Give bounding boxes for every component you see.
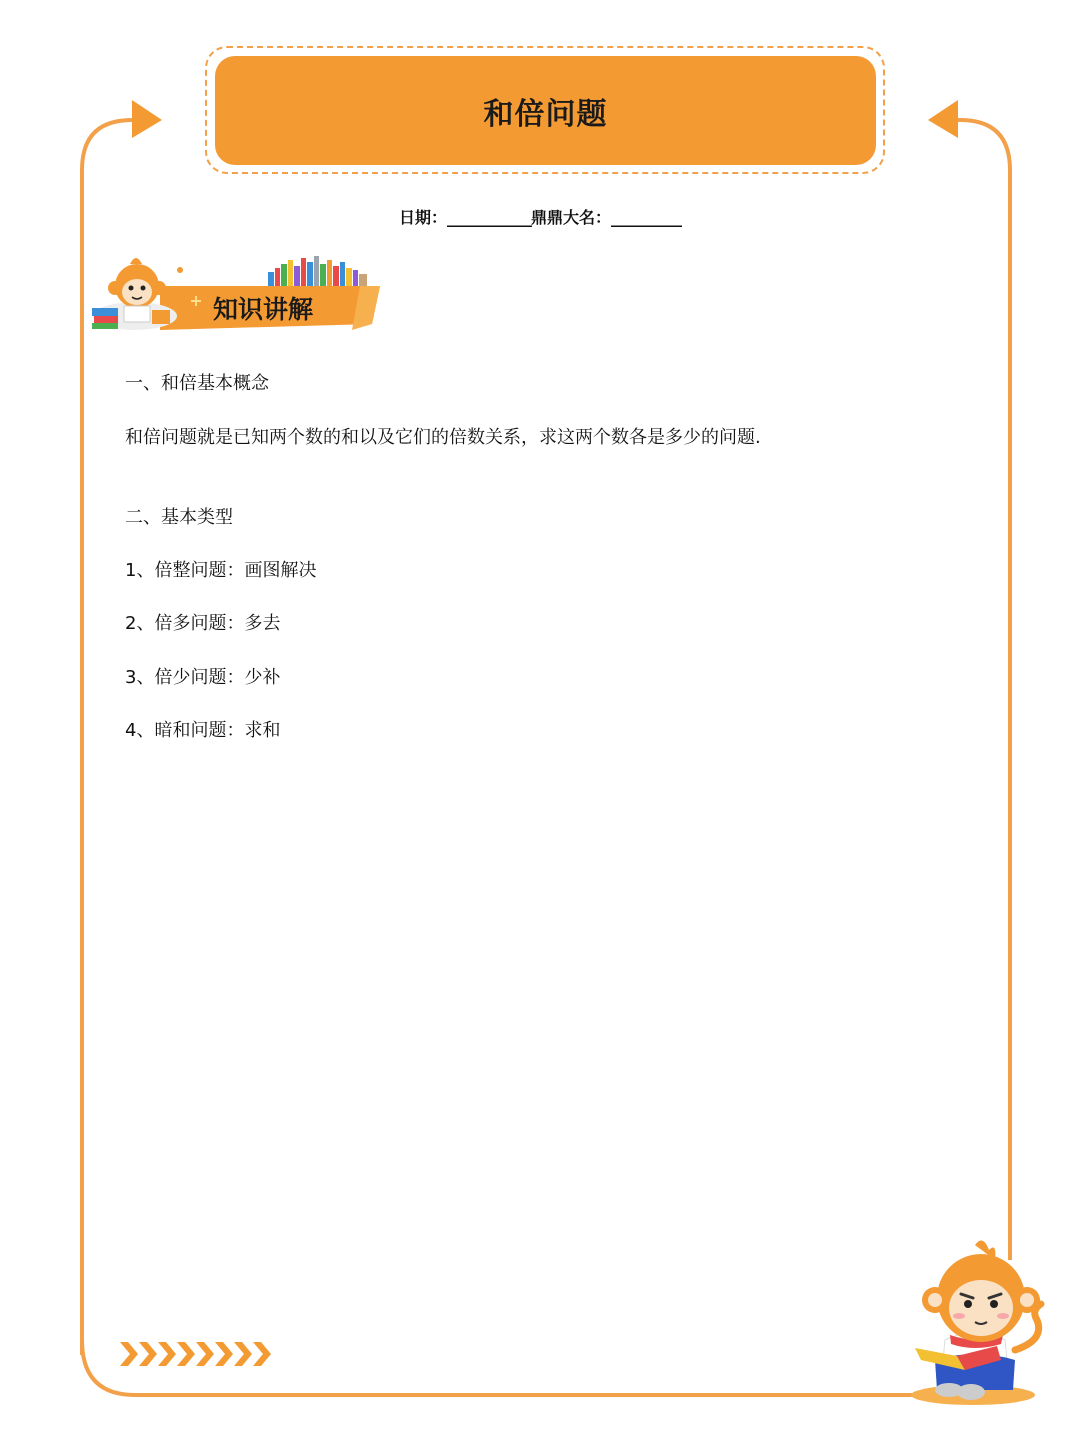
type-item: 4、暗和问题：求和 bbox=[125, 720, 281, 741]
date-label: 日期： bbox=[398, 208, 447, 227]
title-banner bbox=[215, 56, 876, 165]
date-blank: ____________ bbox=[447, 208, 531, 227]
type-item: 3、倍少问题：少补 bbox=[125, 667, 281, 688]
arrow-left-icon bbox=[928, 100, 958, 138]
section-banner-label: 知识讲解 bbox=[213, 295, 314, 324]
paragraph-concept: 和倍问题就是已知两个数的和以及它们的倍数关系，求这两个数各是多少的问题. bbox=[125, 427, 761, 448]
heading-basic-concept: 一、和倍基本概念 bbox=[125, 373, 269, 394]
arrow-right-icon bbox=[132, 100, 162, 138]
monkey-mascot-icon bbox=[905, 1240, 1055, 1410]
type-item: 1、倍整问题：画图解决 bbox=[125, 560, 317, 581]
page-title: 和倍问题 bbox=[483, 96, 608, 132]
heading-basic-types: 二、基本类型 bbox=[125, 507, 233, 528]
info-line bbox=[0, 205, 1080, 228]
chevrons-right-icon bbox=[120, 1340, 275, 1368]
books-icon bbox=[268, 256, 367, 286]
type-item: 2、倍多问题：多去 bbox=[125, 613, 281, 634]
name-label: 鼎鼎大名： bbox=[531, 208, 612, 227]
frame-right-line bbox=[955, 120, 1010, 1260]
name-blank: __________ bbox=[611, 208, 682, 227]
